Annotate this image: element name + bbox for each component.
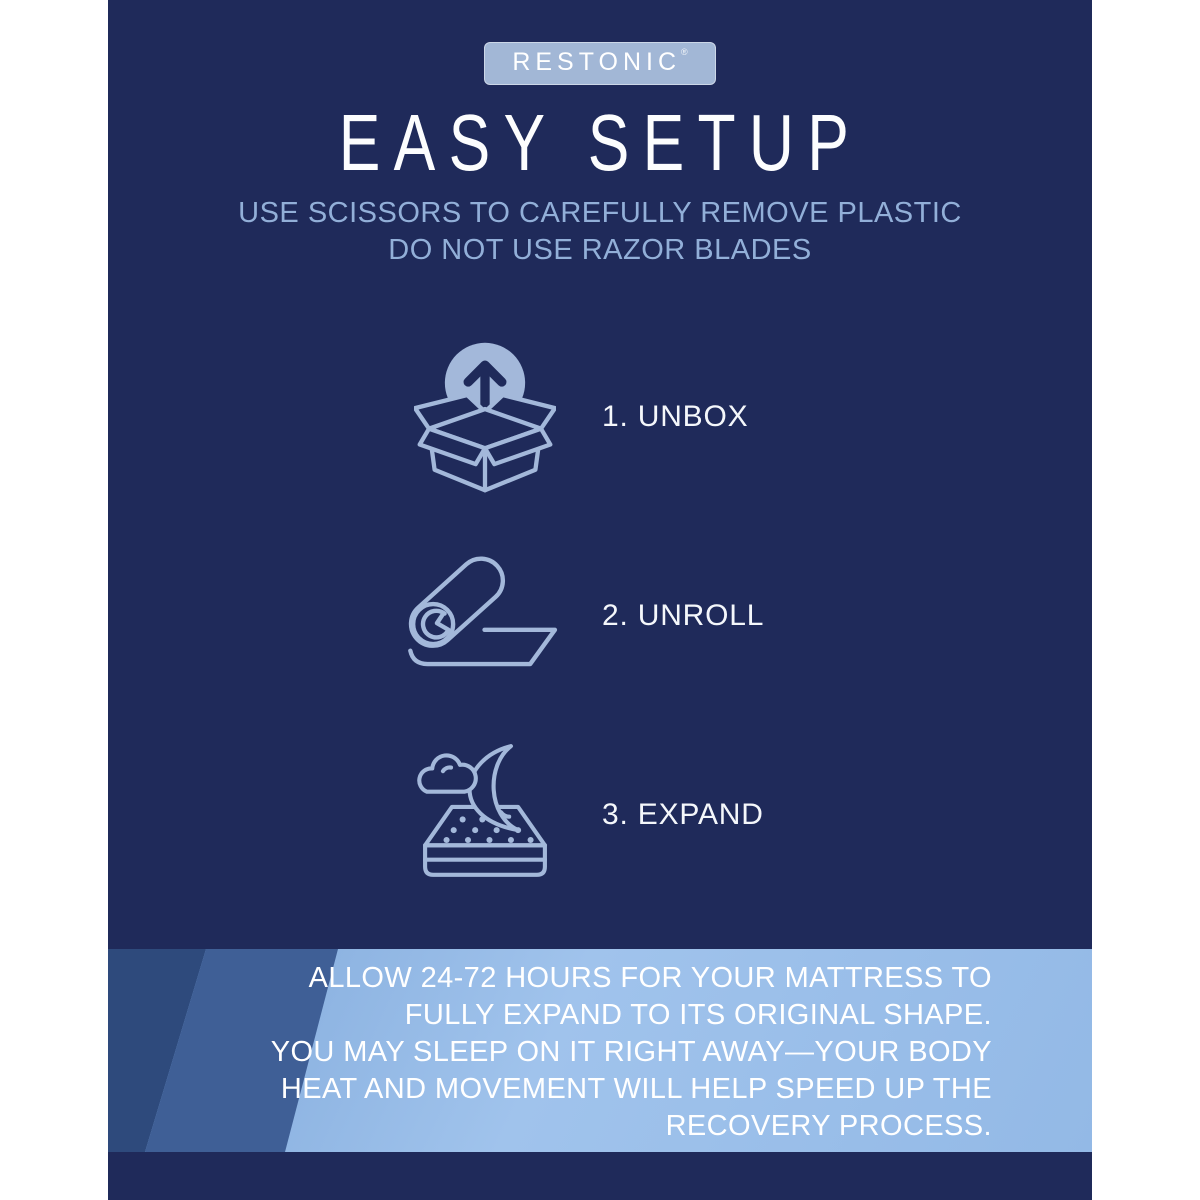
brand-logo-badge	[484, 42, 715, 85]
brand-name: RESTONIC	[512, 48, 682, 76]
cloud-icon	[419, 755, 476, 791]
unroll-icon	[390, 556, 580, 676]
expand-icon-svg	[409, 736, 561, 893]
rolled-mattress-shape	[402, 556, 555, 664]
subtitle	[238, 195, 962, 269]
unbox-icon	[390, 340, 580, 494]
subtitle-line-2: DO NOT USE RAZOR BLADES	[388, 234, 812, 266]
banner-line-2: FULLY EXPAND TO ITS ORIGINAL SHAPE.	[404, 999, 992, 1031]
steps-list	[108, 317, 1092, 914]
mattress-expand-icon	[390, 736, 580, 893]
banner-line-3: YOU MAY SLEEP ON IT RIGHT AWAY—YOUR BODY	[270, 1036, 992, 1068]
step-label-unroll: 2. UNROLL	[602, 598, 765, 632]
unroll-icon-svg	[397, 556, 573, 676]
moon-detail-line	[501, 812, 509, 816]
unbox-icon-svg	[414, 340, 556, 494]
step-unroll	[108, 516, 1092, 715]
banner-text	[271, 960, 992, 1145]
step-expand	[108, 715, 1092, 914]
step-label-unbox: 1. UNBOX	[602, 399, 749, 433]
banner-line-1: ALLOW 24-72 HOURS FOR YOUR MATTRESS TO	[308, 962, 992, 994]
step-unbox	[108, 317, 1092, 516]
step-label-expand: 3. EXPAND	[602, 797, 764, 831]
setup-instructions-card	[108, 0, 1092, 1200]
trademark-symbol: ®	[681, 47, 688, 57]
subtitle-line-1: USE SCISSORS TO CAREFULLY REMOVE PLASTIC	[238, 197, 962, 229]
expansion-notice-banner	[108, 949, 1092, 1152]
open-box-shape	[415, 395, 555, 490]
banner-line-4: HEAT AND MOVEMENT WILL HELP SPEED UP THE	[280, 1073, 992, 1105]
page-title: EASY SETUP	[338, 98, 862, 187]
banner-line-5: RECOVERY PROCESS.	[665, 1110, 992, 1142]
